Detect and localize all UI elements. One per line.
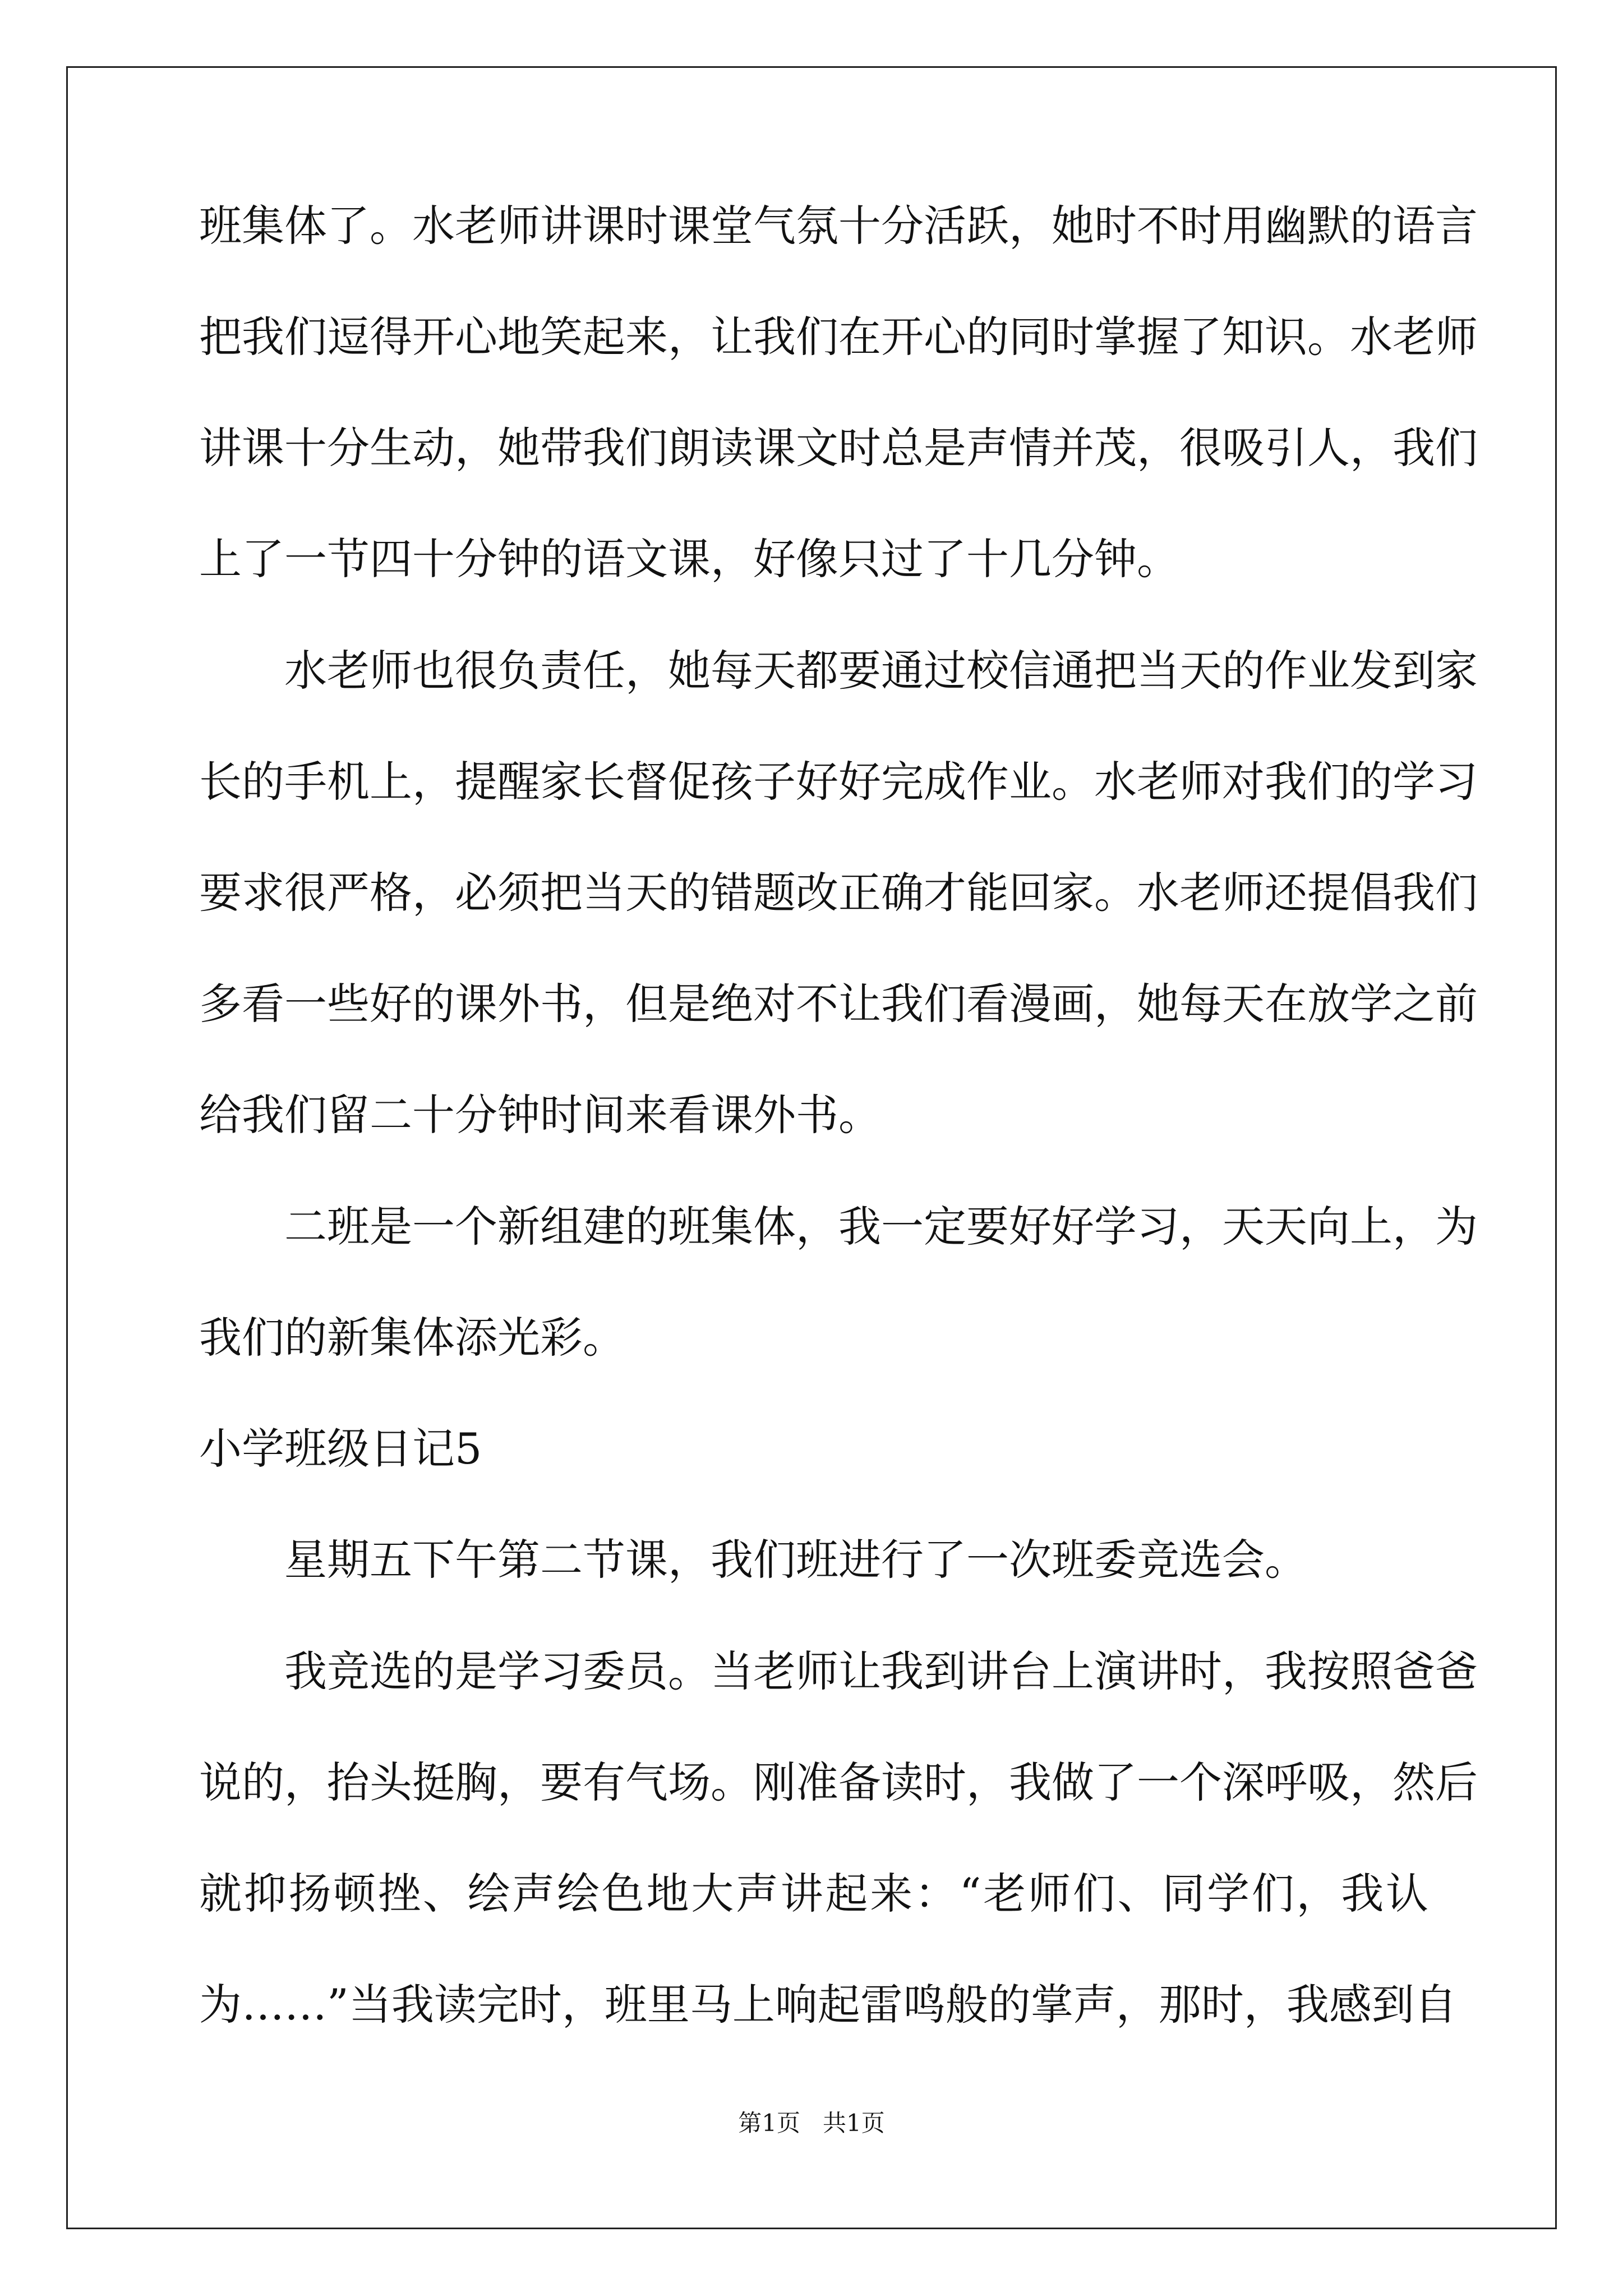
text-line: 为……”当我读完时，班里马上响起雷鸣般的掌声，那时，我感到自	[199, 1980, 1457, 2030]
text-line: 长的手机上，提醒家长督促孩子好好完成作业。水老师对我们的学习	[199, 757, 1478, 807]
paragraph-first-line: 我竞选的是学习委员。当老师让我到讲台上演讲时，我按照爸爸	[284, 1646, 1478, 1696]
paragraph-first-line: 星期五下午第二节课，我们班进行了一次班委竞选会。	[284, 1535, 1307, 1585]
page-footer	[0, 2109, 1623, 2137]
text-line: 班集体了。水老师讲课时课堂气氛十分活跃，她时不时用幽默的语言	[199, 201, 1478, 251]
text-line: 上了一节四十分钟的语文课，好像只过了十几分钟。	[199, 534, 1179, 584]
page-number-total: 共1页	[823, 2109, 885, 2137]
text-line: 多看一些好的课外书，但是绝对不让我们看漫画，她每天在放学之前	[199, 979, 1478, 1029]
text-line: 把我们逗得开心地笑起来，让我们在开心的同时掌握了知识。水老师	[199, 312, 1478, 362]
text-line: 要求很严格，必须把当天的错题改正确才能回家。水老师还提倡我们	[199, 868, 1478, 918]
text-line: 就抑扬顿挫、绘声绘色地大声讲起来：“老师们、同学们，我认	[199, 1869, 1428, 1918]
text-line: 给我们留二十分钟时间来看课外书。	[199, 1090, 881, 1140]
paragraph-first-line: 水老师也很负责任，她每天都要通过校信通把当天的作业发到家	[284, 646, 1478, 696]
section-heading: 小学班级日记5	[199, 1424, 482, 1474]
text-line: 说的，抬头挺胸，要有气场。刚准备读时，我做了一个深呼吸，然后	[199, 1757, 1478, 1807]
document-body	[199, 201, 1478, 2030]
text-line: 讲课十分生动，她带我们朗读课文时总是声情并茂，很吸引人，我们	[199, 423, 1478, 473]
page-number-current: 第1页	[738, 2109, 800, 2137]
paragraph-first-line: 二班是一个新组建的班集体，我一定要好好学习，天天向上，为	[284, 1202, 1478, 1251]
text-line: 我们的新集体添光彩。	[199, 1313, 625, 1363]
